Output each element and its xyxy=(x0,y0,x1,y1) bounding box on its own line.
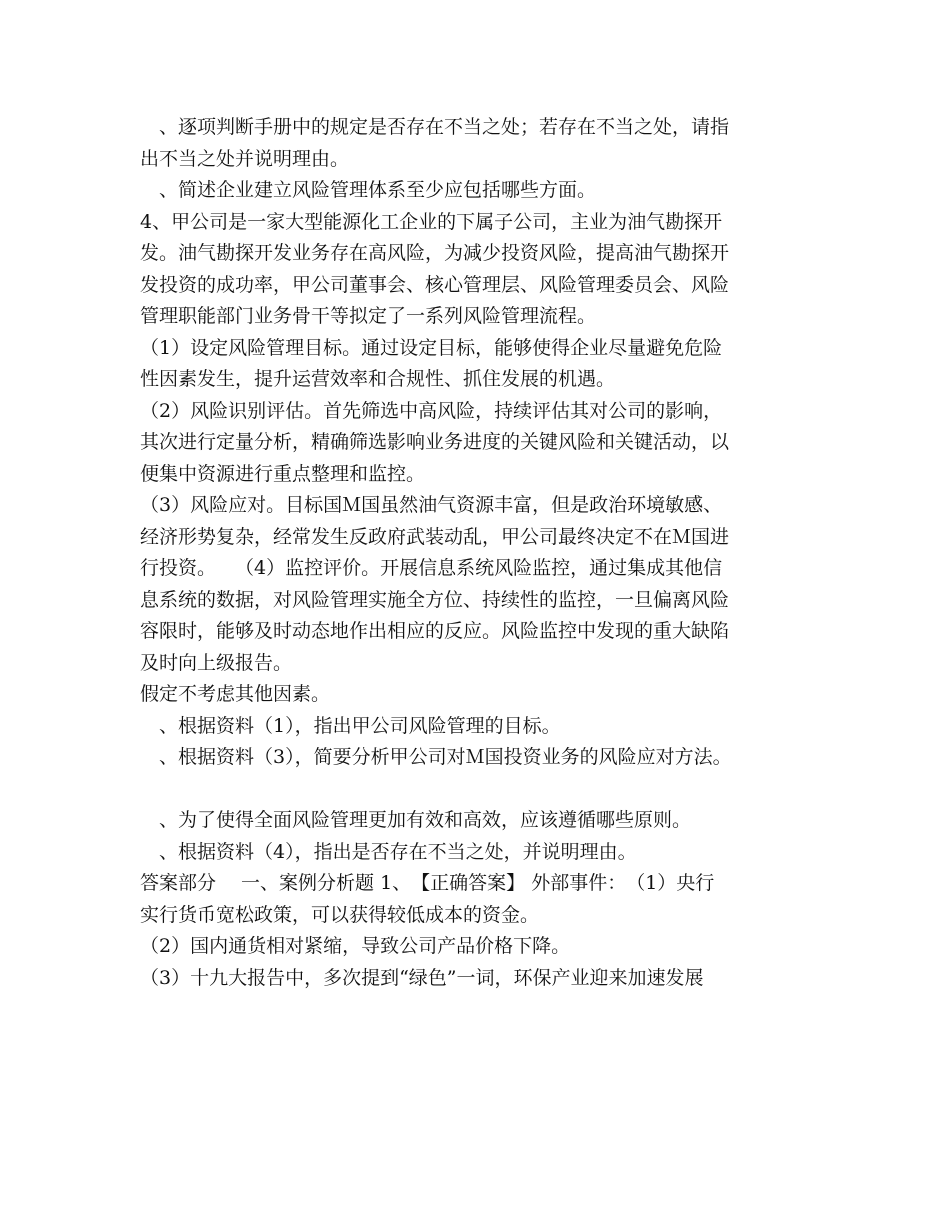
document-page xyxy=(140,112,820,994)
text-line-25: 答案部分 一、案例分析题 1、 【正确答案】 外部事件： （1）央行 xyxy=(140,872,715,894)
text-line-20: 、根据资料（1），指出甲公司风险管理的目标。 xyxy=(140,714,561,737)
text-line-24: 、根据资料（4），指出是否存在不当之处，并说明理由。 xyxy=(140,840,637,863)
text-line-17: 容限时，能够及时动态地作出相应的反应。风险监控中发现的重大缺陷 xyxy=(140,620,730,642)
blank-line xyxy=(140,774,820,806)
text-line-21: 、根据资料（3），简要分析甲公司对Ｍ国投资业务的风险应对方法。 xyxy=(140,746,732,768)
text-line-16: 息系统的数据，对风险管理实施全方位、持续性的监控，一旦偏离风险 xyxy=(140,588,730,611)
text-line-4: 4、甲公司是一家大型能源化工企业的下属子公司，主业为油气勘探开 xyxy=(140,210,723,233)
text-line-19: 假定不考虑其他因素。 xyxy=(140,683,331,705)
text-line-18: 及时向上级报告。 xyxy=(140,651,293,674)
text-line-9: 性因素发生，提升运营效率和合规性、抓住发展的机遇。 xyxy=(140,368,616,390)
text-line-14: 经济形势复杂，经常发生反政府武装动乱，甲公司最终决定不在Ｍ国进 xyxy=(140,525,730,548)
text-line-11: 其次进行定量分析，精确筛选影响业务进度的关键风险和关键活动，以 xyxy=(140,431,730,453)
text-line-1: 、逐项判断手册中的规定是否存在不当之处；若存在不当之处，请指 xyxy=(140,116,730,138)
text-line-5: 发。油气勘探开发业务存在高风险，为减少投资风险，提高油气勘探开 xyxy=(140,242,730,264)
text-line-7: 管理职能部门业务骨干等拟定了一系列风险管理流程。 xyxy=(140,305,597,327)
text-line-13: （3）风险应对。目标国Ｍ国虽然油气资源丰富，但是政治环境敏感、 xyxy=(140,494,723,516)
text-line-12: 便集中资源进行重点整理和监控。 xyxy=(140,462,426,485)
text-line-15: 行投资。 （4）监控评价。开展信息系统风险监控，通过集成其他信 xyxy=(140,557,723,579)
text-line-26: 实行货币宽松政策，可以获得较低成本的资金。 xyxy=(140,903,540,926)
text-line-3: 、简述企业建立风险管理体系至少应包括哪些方面。 xyxy=(140,179,597,201)
text-line-2: 出不当之处并说明理由。 xyxy=(140,147,350,170)
text-line-27: （2）国内通货相对紧缩，导致公司产品价格下降。 xyxy=(140,935,571,957)
text-line-10: （2）风险识别评估。首先筛选中高风险，持续评估其对公司的影响， xyxy=(140,399,723,422)
text-line-23: 、为了使得全面风险管理更加有效和高效，应该遵循哪些原则。 xyxy=(140,809,692,831)
text-line-28: （3）十九大报告中，多次提到“绿色”一词，环保产业迎来加速发展 xyxy=(140,966,704,989)
text-line-8: （1）设定风险管理目标。通过设定目标，能够使得企业尽量避免危险 xyxy=(140,336,723,359)
text-line-6: 发投资的成功率，甲公司董事会、核心管理层、风险管理委员会、风险 xyxy=(140,273,730,296)
